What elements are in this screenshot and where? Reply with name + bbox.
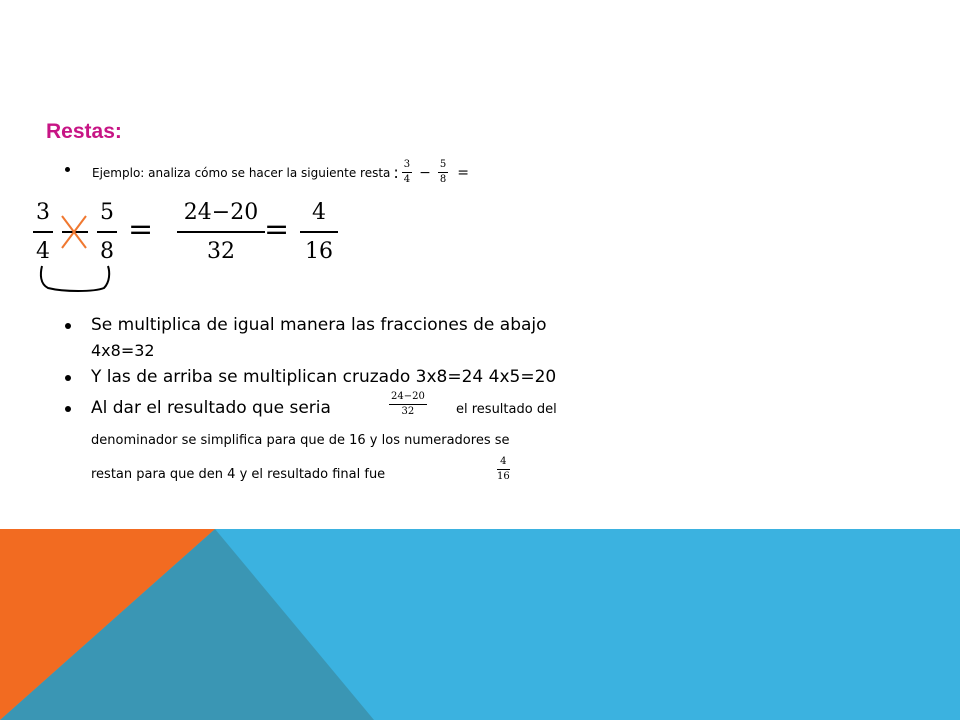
example-fraction-1: $\frac{3}{4}$ bbox=[403, 159, 411, 185]
example-fraction-2: $\frac{5}{8}$ bbox=[439, 159, 447, 185]
worked-fraction-4: $\frac{4}{16}$ bbox=[300, 200, 338, 264]
bullet-1-line-1: Se multiplica de igual manera las fracciones de abajo bbox=[91, 315, 547, 335]
footer-decoration bbox=[0, 529, 960, 720]
bullet-3-final-fraction: $\frac{4}{16}$ bbox=[497, 456, 510, 482]
bullet-3-line-2: denominador se simplifica para que de 16 y los numeradores se bbox=[91, 433, 510, 448]
bullet-dot bbox=[65, 323, 71, 329]
example-line bbox=[92, 160, 469, 185]
bullet-dot bbox=[65, 375, 71, 381]
bullet-3-line-3: restan para que den 4 y el resultado final fue bbox=[91, 467, 386, 482]
worked-equals-1: = bbox=[128, 212, 154, 247]
worked-fraction-3: $\frac{24-20}{32}$ bbox=[177, 200, 265, 264]
bullet-2: Y las de arriba se multiplican cruzado 3x8=24 4x5=20 bbox=[91, 367, 557, 387]
bullet-3-start: Al dar el resultado que seria bbox=[91, 398, 331, 418]
bullet-dot bbox=[65, 167, 70, 172]
example-equals: = bbox=[457, 164, 470, 181]
bullet-3-after: el resultado del bbox=[456, 402, 557, 417]
worked-fraction-2: $\frac{5}{8}$ bbox=[97, 200, 117, 264]
example-minus: − bbox=[419, 164, 431, 181]
example-text: Ejemplo: analiza cómo se hacer la siguiente resta bbox=[92, 165, 391, 180]
cross-multiply-icon bbox=[58, 212, 90, 252]
bullet-1-line-2: 4x8=32 bbox=[91, 341, 155, 360]
denominator-bracket-icon bbox=[34, 262, 114, 296]
worked-equals-2: = bbox=[264, 212, 290, 247]
bullet-dot bbox=[65, 406, 71, 412]
bullet-3-fraction: $\frac{24-20}{32}$ bbox=[391, 391, 425, 417]
example-colon: : bbox=[393, 163, 399, 182]
worked-fraction-1: $\frac{3}{4}$ bbox=[33, 200, 53, 264]
slide-title: Restas: bbox=[46, 120, 122, 143]
